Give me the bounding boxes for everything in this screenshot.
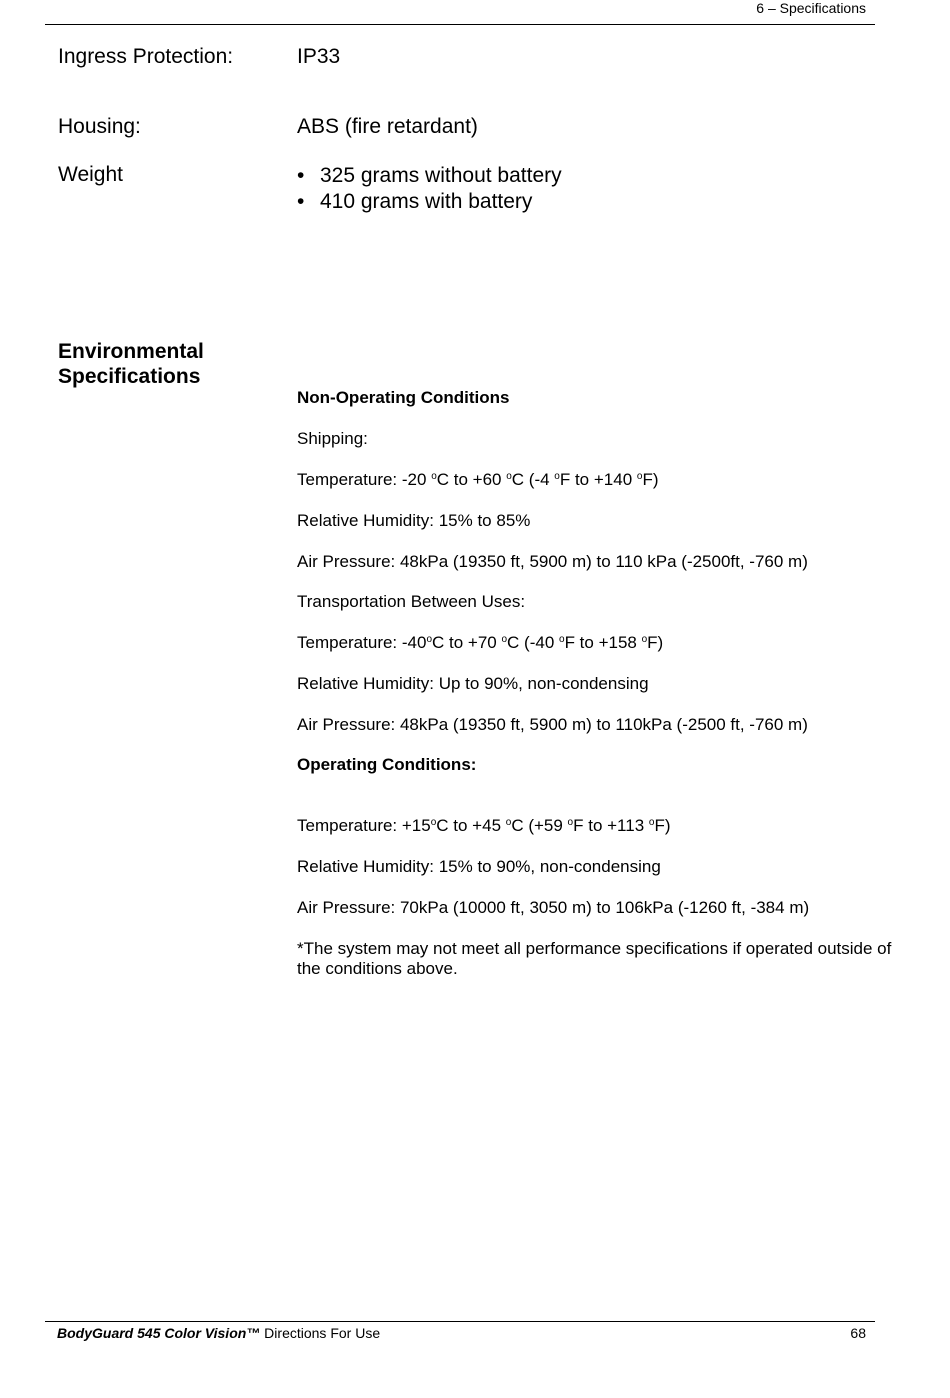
ingress-label: Ingress Protection: (58, 45, 234, 68)
operating-humidity: Relative Humidity: 15% to 90%, non-condensing (297, 857, 661, 876)
footer-title (57, 1325, 380, 1341)
non-operating-heading: Non-Operating Conditions (297, 388, 510, 407)
header-rule (45, 24, 875, 25)
section-title: Environmental Specifications (58, 340, 204, 388)
shipping-temperature: Temperature: -20 $^o$C to +60 $^o$C (-4 $^o$F to +140 $^o$F) (297, 470, 659, 489)
weight-item: • 410 grams with battery (297, 190, 533, 213)
operating-heading: Operating Conditions: (297, 755, 477, 774)
footer-rule (45, 1321, 875, 1322)
transportation-pressure: Air Pressure: 48kPa (19350 ft, 5900 m) to 110kPa (-2500 ft, -760 m) (297, 715, 808, 734)
ingress-value: IP33 (297, 45, 341, 68)
shipping-label: Shipping: (297, 429, 368, 448)
shipping-humidity: Relative Humidity: 15% to 85% (297, 511, 531, 530)
operating-pressure: Air Pressure: 70kPa (10000 ft, 3050 m) to 106kPa (-1260 ft, -384 m) (297, 898, 810, 917)
operating-temperature: Temperature: $+15^oC$ to +45 $^o$C (+59 $^o$F to +113 $^o$F) (297, 816, 671, 835)
shipping-pressure: Air Pressure: 48kPa (19350 ft, 5900 m) to 110 kPa (-2500ft, -760 m) (297, 552, 808, 571)
transportation-temperature: Temperature: -40$^o$C to +70 $^o$C (-40 $^o$F to +158 $^o$F) (297, 633, 664, 652)
transportation-label: Transportation Between Uses: (297, 592, 526, 611)
doc-name: Directions For Use (260, 1325, 381, 1341)
housing-value: ABS (fire retardant) (297, 115, 478, 138)
product-name: BodyGuard 545 Color Vision™ (57, 1325, 261, 1341)
weight-label: Weight (58, 163, 123, 186)
running-header: 6 – Specifications (756, 0, 866, 16)
housing-label: Housing: (58, 115, 141, 138)
weight-item: • 325 grams without battery (297, 164, 562, 187)
transportation-humidity: Relative Humidity: Up to 90%, non-condensing (297, 674, 649, 693)
page-number: 68 (850, 1325, 866, 1341)
footnote: *The system may not meet all performance specifications if operated outside of the conditions above. (297, 939, 892, 978)
